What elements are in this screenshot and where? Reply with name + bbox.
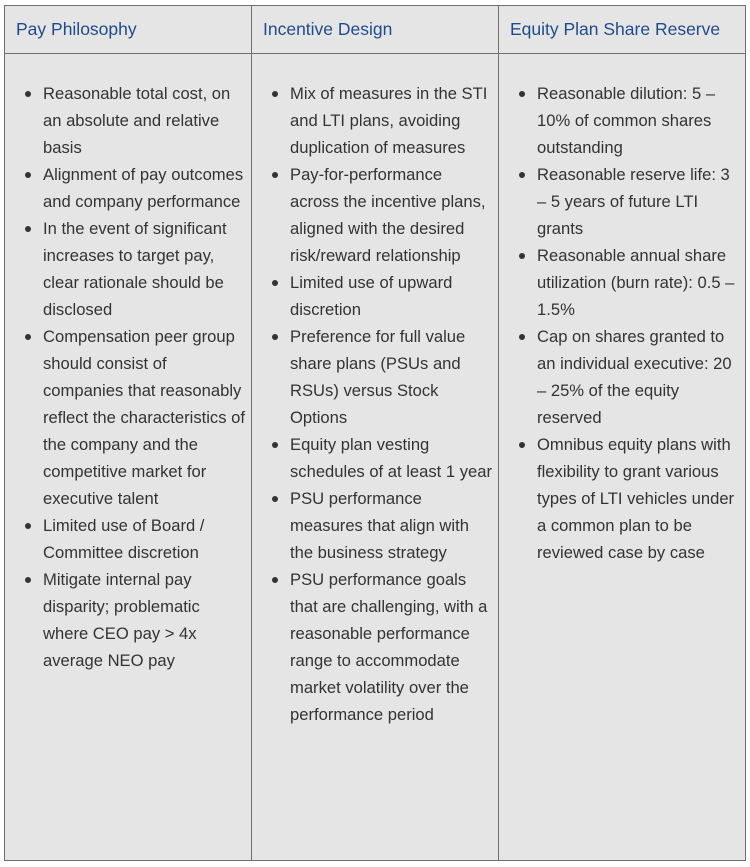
list-item: Omnibus equity plans with flexibility to grant various types of LTI vehicles under a common plan to be reviewed case by case — [537, 431, 739, 566]
incentive-design-cell — [252, 54, 499, 861]
column-header-incentive-design: Incentive Design — [252, 6, 499, 54]
list-item: Mitigate internal pay disparity; problematic where CEO pay > 4x average NEO pay — [43, 566, 245, 674]
list-item: Reasonable annual share utilization (burn rate): 0.5 – 1.5% — [537, 242, 739, 323]
pay-philosophy-cell — [5, 54, 252, 861]
list-item: Mix of measures in the STI and LTI plans, avoiding duplication of measures — [290, 80, 492, 161]
equity-plan-share-reserve-list — [499, 80, 745, 566]
column-header-pay-philosophy: Pay Philosophy — [5, 6, 252, 54]
pay-philosophy-list — [5, 80, 251, 674]
list-item: PSU performance goals that are challenging, with a reasonable performance range to accommodate market volatility over the performance period — [290, 566, 492, 728]
equity-plan-share-reserve-cell — [499, 54, 746, 861]
list-item: Limited use of upward discretion — [290, 269, 492, 323]
list-item: Cap on shares granted to an individual executive: 20 – 25% of the equity reserved — [537, 323, 739, 431]
column-header-equity-plan-share-reserve: Equity Plan Share Reserve — [499, 6, 746, 54]
content-row — [5, 54, 746, 861]
list-item: PSU performance measures that align with the business strategy — [290, 485, 492, 566]
list-item: Equity plan vesting schedules of at least 1 year — [290, 431, 492, 485]
incentive-design-list — [252, 80, 498, 728]
list-item: Reasonable reserve life: 3 – 5 years of future LTI grants — [537, 161, 739, 242]
list-item: Alignment of pay outcomes and company performance — [43, 161, 245, 215]
list-item: Limited use of Board / Committee discretion — [43, 512, 245, 566]
header-row — [5, 6, 746, 54]
list-item: Compensation peer group should consist of companies that reasonably reflect the characteristics of the company and the competitive market for executive talent — [43, 323, 245, 512]
list-item: Reasonable total cost, on an absolute and relative basis — [43, 80, 245, 161]
list-item: Reasonable dilution: 5 – 10% of common shares outstanding — [537, 80, 739, 161]
list-item: Pay-for-performance across the incentive plans, aligned with the desired risk/reward relationship — [290, 161, 492, 269]
list-item: In the event of significant increases to target pay, clear rationale should be disclosed — [43, 215, 245, 323]
compensation-guidelines-table — [4, 5, 746, 861]
list-item: Preference for full value share plans (PSUs and RSUs) versus Stock Options — [290, 323, 492, 431]
